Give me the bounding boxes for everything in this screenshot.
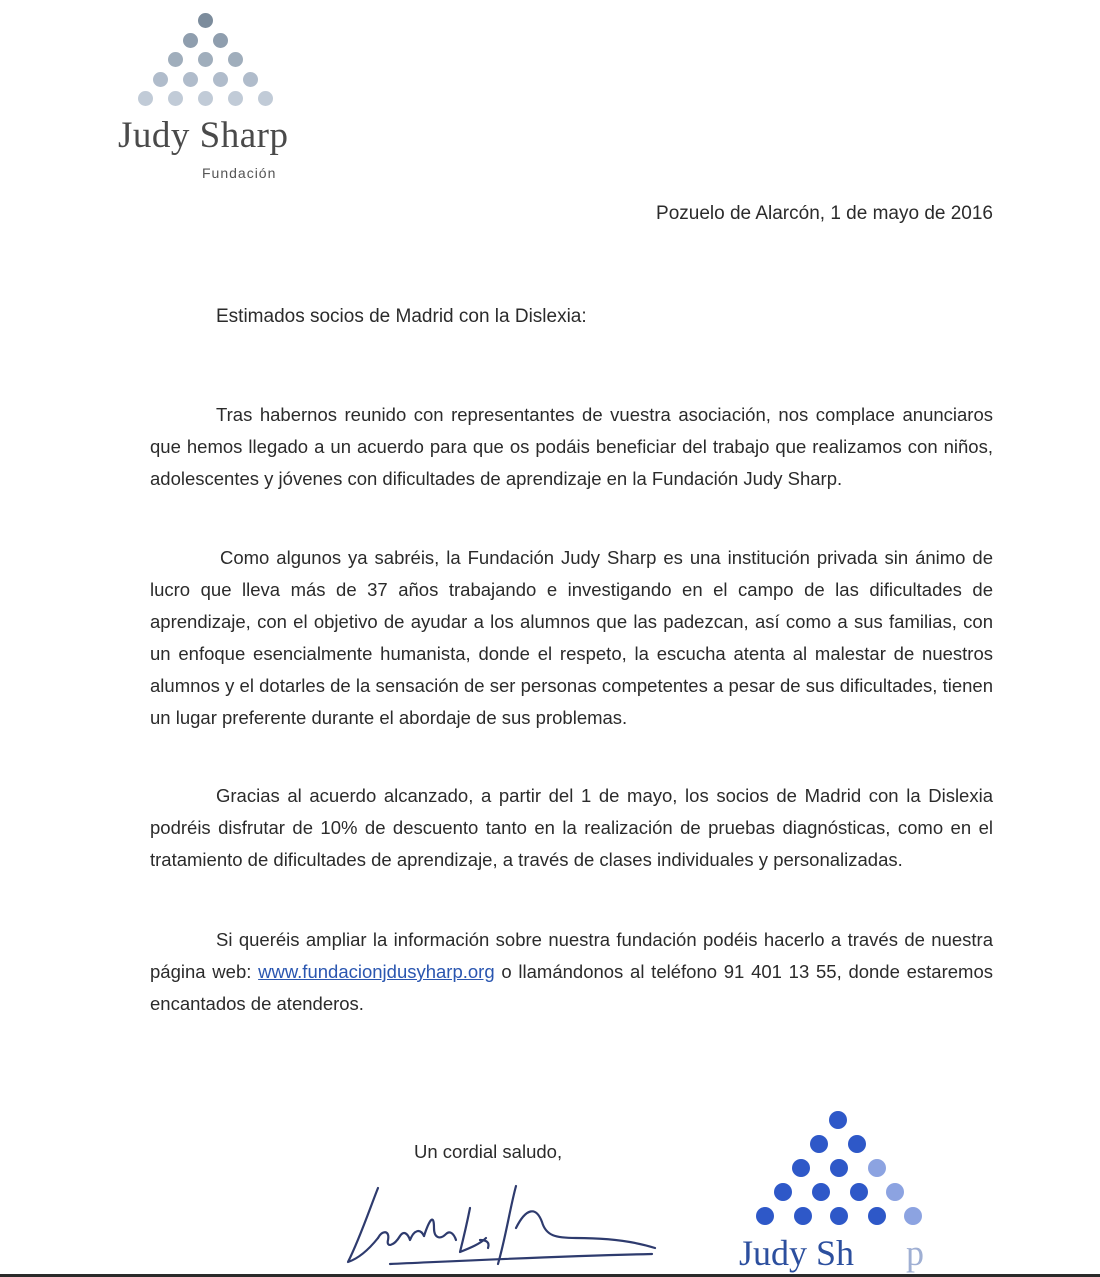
logo-dot	[258, 91, 273, 106]
stamp-dot	[794, 1207, 812, 1225]
contact-text-start: Si queréis ampliar la información sobre nuestra fundación podéis hacerlo a través de nuestra página web:	[150, 929, 993, 982]
greeting: Estimados socios de Madrid con la Dislexia:	[216, 306, 587, 327]
stamp-dot-pyramid	[735, 1100, 965, 1230]
logo-dot	[228, 91, 243, 106]
logo-dot-pyramid	[110, 8, 300, 118]
stamp-dot	[848, 1135, 866, 1153]
logo-dot	[198, 52, 213, 67]
stamp-dot	[830, 1207, 848, 1225]
website-link[interactable]: www.fundacionjdusyharp.org	[258, 961, 495, 982]
paragraph-text: Tras habernos reunido con representantes de vuestra asociación, nos complace anunciaros que hemos llegado a un acuerdo para que os podáis beneficiar del trabajo que realizamos con niños, adolescentes y jóvenes con dificultades de aprendizaje en la Fundación Judy Sharp.	[150, 404, 993, 489]
stamp-name-text: Judy Sh	[739, 1233, 855, 1273]
logo-dot	[183, 72, 198, 87]
paragraph-2	[150, 542, 993, 734]
stamp-dot	[830, 1159, 848, 1177]
header-logo	[110, 8, 300, 181]
logo-dot	[243, 72, 258, 87]
handwritten-signature	[330, 1178, 670, 1273]
date-line: Pozuelo de Alarcón, 1 de mayo de 2016	[656, 203, 993, 224]
stamp-dot	[792, 1159, 810, 1177]
paragraph-text: Como algunos ya sabréis, la Fundación Judy Sharp es una institución privada sin ánimo de lucro que lleva más de 37 años trabajando e investigando en el campo de las dificultades de aprendizaje, con el objetivo de ayudar a los alumnos que las padezcan, así como a sus familias, con un enfoque esencialmente humanista, donde el respeto, la escucha atenta al malestar de nuestros alumnos y el dotarles de la sensación de ser personas competentes a pesar de sus dificultades, tienen un lugar preferente durante el abordaje de sus problemas.	[150, 547, 993, 728]
stamp-dot	[868, 1207, 886, 1225]
logo-dot	[213, 33, 228, 48]
stamp-dot	[829, 1111, 847, 1129]
logo-dot	[138, 91, 153, 106]
logo-dot	[198, 13, 213, 28]
logo-dot	[168, 91, 183, 106]
stamp-name	[739, 1232, 924, 1274]
logo-dot	[213, 72, 228, 87]
contact-text-end: o llamándonos al teléfono 91 401 13 55, donde estaremos encantados de atenderos.	[150, 961, 993, 1014]
stamp-dot	[756, 1207, 774, 1225]
stamp-name-faded: p	[906, 1233, 925, 1273]
logo-subtitle: Fundación	[202, 165, 277, 181]
stamp-dot	[868, 1159, 886, 1177]
logo-dot	[228, 52, 243, 67]
paragraph-text: Gracias al acuerdo alcanzado, a partir del 1 de mayo, los socios de Madrid con la Dislexia podréis disfrutar de 10% de descuento tanto en la realización de pruebas diagnósticas, como en el tratamiento de dificultades de aprendizaje, a través de clases individuales y personalizadas.	[150, 785, 993, 870]
closing: Un cordial saludo,	[414, 1141, 563, 1162]
logo-dot	[183, 33, 198, 48]
stamp-logo	[735, 1100, 965, 1277]
stamp-dot	[904, 1207, 922, 1225]
stamp-dot	[774, 1183, 792, 1201]
paragraph-contact	[150, 924, 993, 1020]
stamp-dot	[886, 1183, 904, 1201]
stamp-dot	[850, 1183, 868, 1201]
logo-dot	[198, 91, 213, 106]
paragraph-1	[150, 399, 993, 495]
logo-dot	[153, 72, 168, 87]
logo-name: Judy Sharp	[118, 115, 289, 156]
logo-dot	[168, 52, 183, 67]
stamp-dot	[810, 1135, 828, 1153]
stamp-dot	[812, 1183, 830, 1201]
paragraph-3	[150, 780, 993, 876]
